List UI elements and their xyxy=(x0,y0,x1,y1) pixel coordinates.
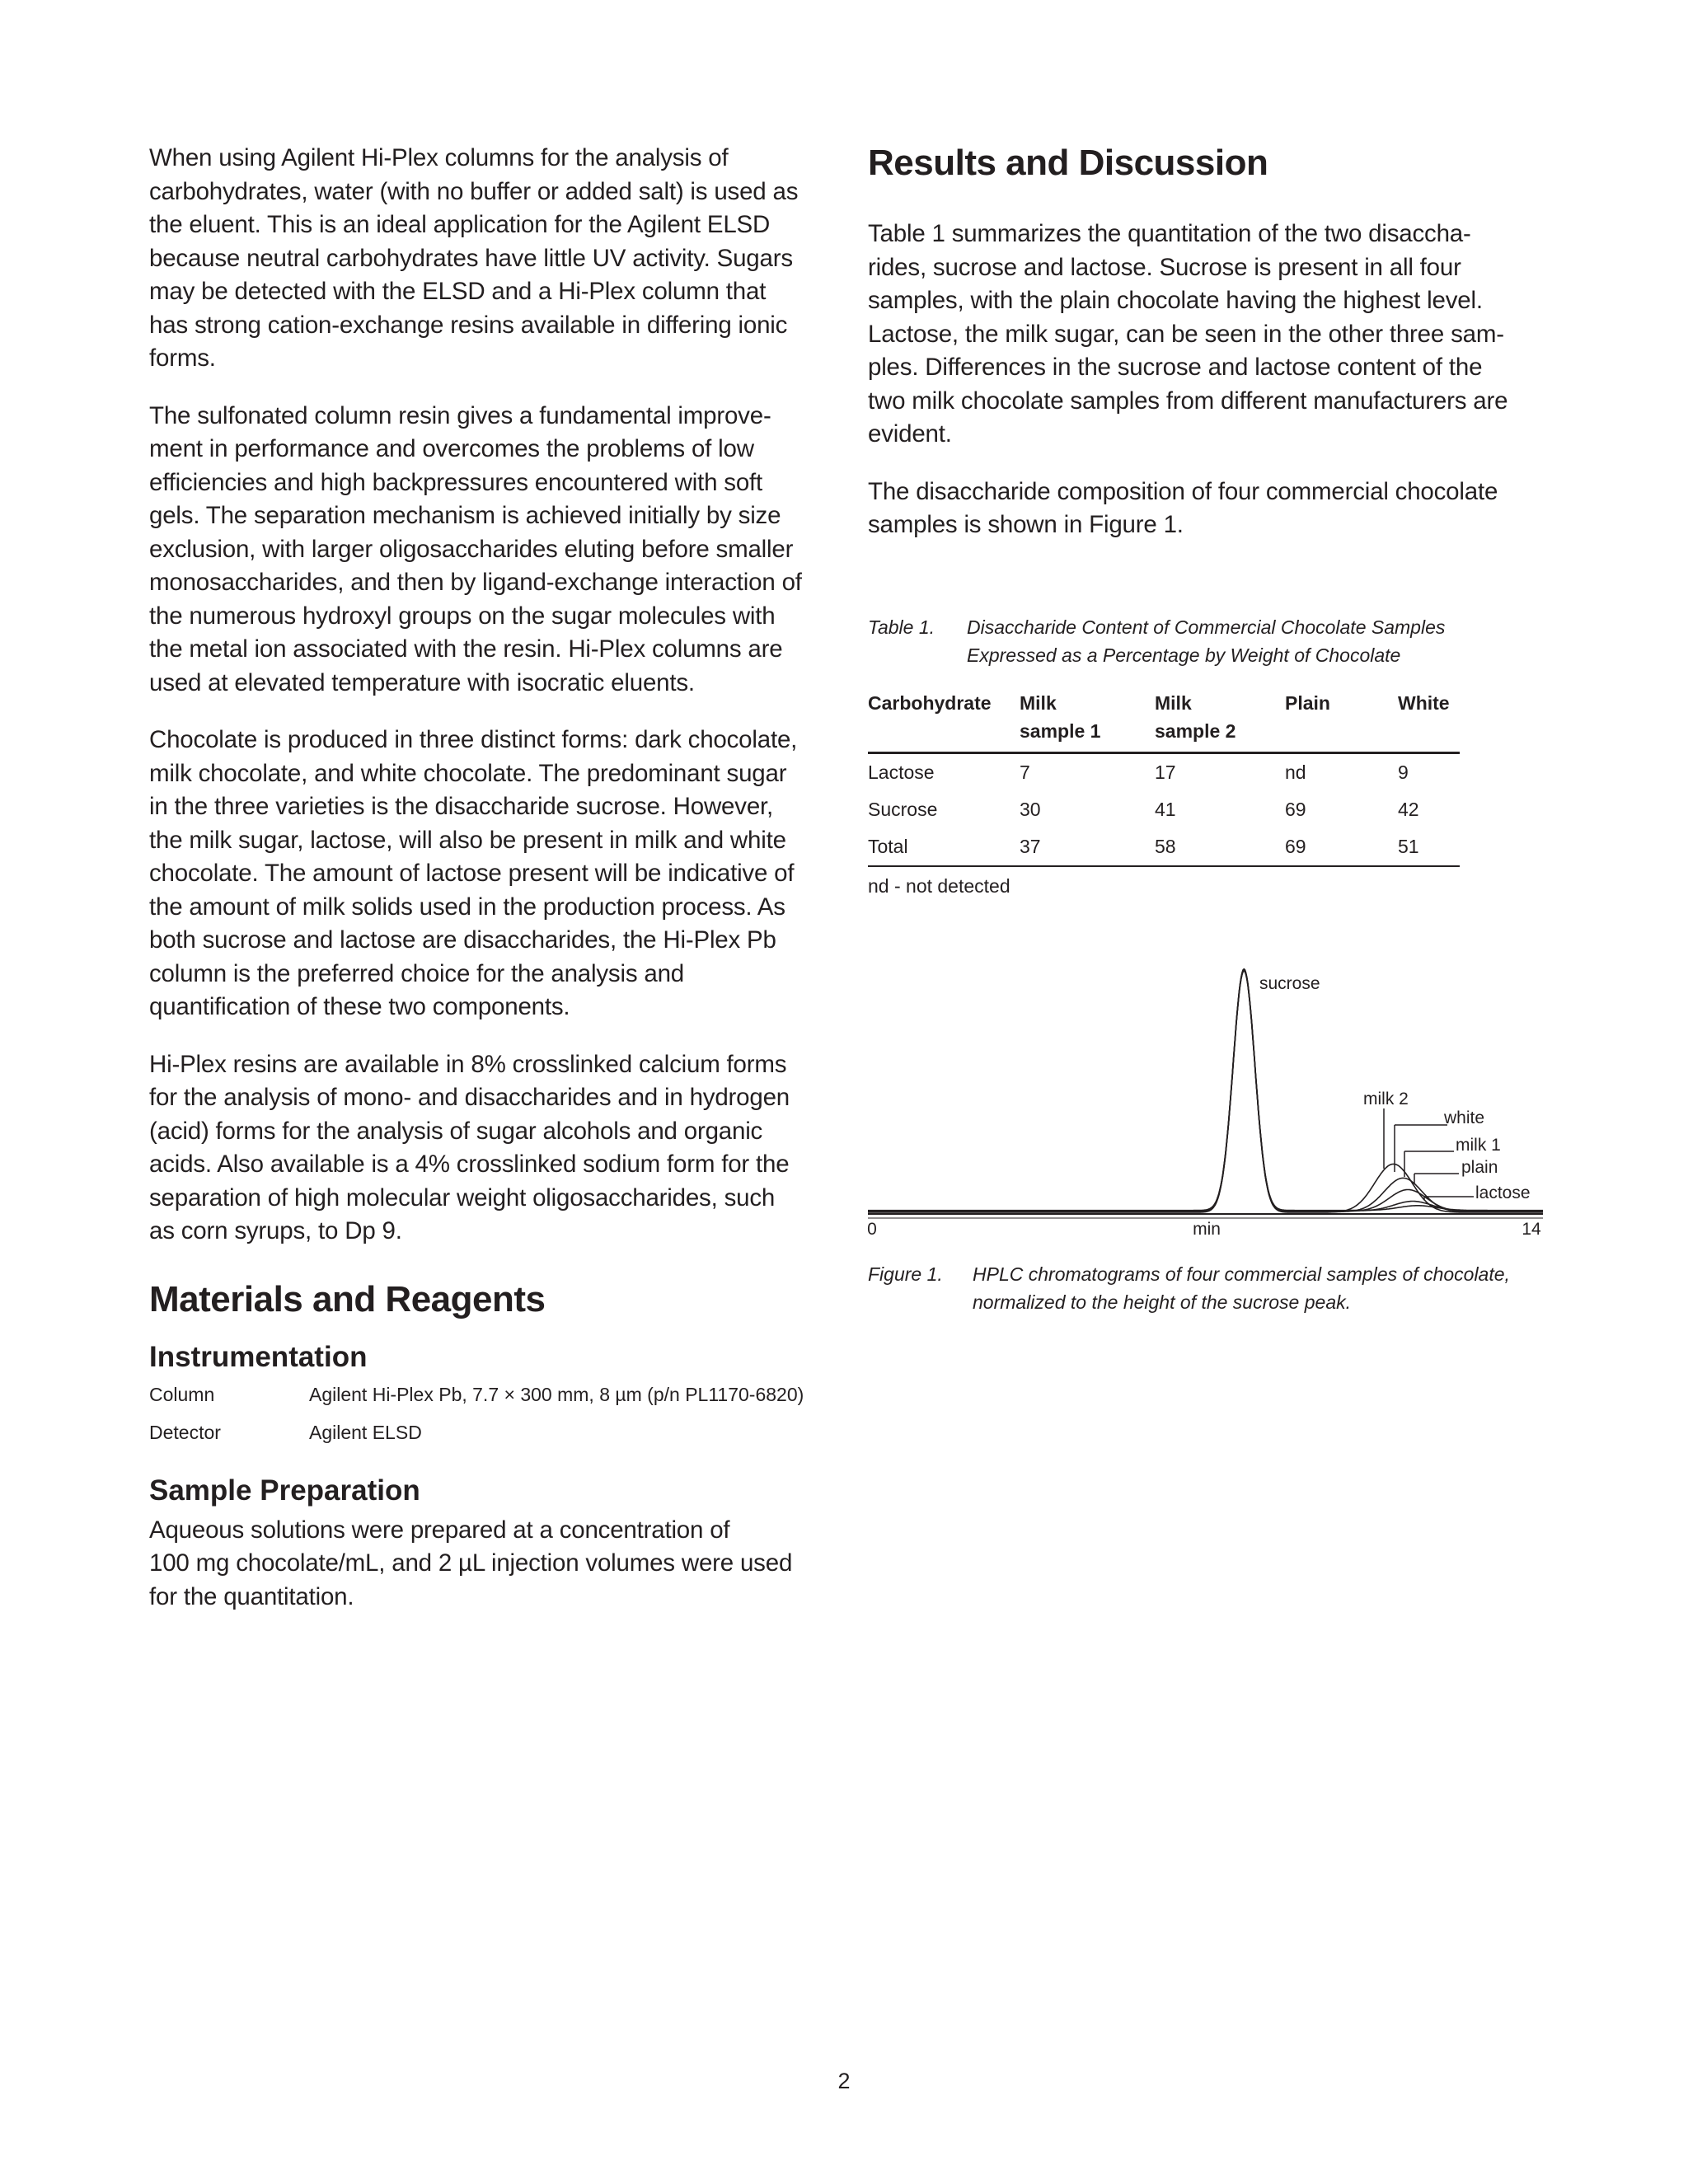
figure-caption xyxy=(868,1260,1552,1316)
table-header-cell: Milk sample 1 xyxy=(1020,691,1101,742)
peak-label-milk1: milk 1 xyxy=(1456,1136,1501,1155)
x-axis-label: min xyxy=(1193,1220,1221,1239)
composition-paragraph: The disaccharide composition of four commercial chocolate samples is shown in Figure 1. xyxy=(868,477,1498,538)
figure-caption-line: HPLC chromatograms of four commercial samples of chocolate, xyxy=(973,1263,1510,1285)
table-header-cell: Carbohydrate xyxy=(868,691,992,714)
intro-paragraph: When using Agilent Hi-Plex columns for the analysis of carbohydrates, water (with no buffer or added salt) is used as the eluent. This is an ideal application for the Agilent ELSD because neutral carbohydrates have little UV activity. Sugars may be detected with the ELSD and a Hi-Plex column that has strong cation-exchange resins available in differing ionic forms. xyxy=(149,144,799,372)
results-heading: Results and Discussion xyxy=(868,143,1268,183)
page-number: 2 xyxy=(837,2069,851,2093)
trace-white xyxy=(868,970,1543,1212)
leader-white xyxy=(1395,1125,1447,1172)
results-paragraph: Table 1 summarizes the quantitation of the two disaccha- rides, sucrose and lactose. Sucrose is present in all four samples, with the plain chocolate having the highest level. Lactose, the milk sugar, can be seen in the other three sam- ples. Differences in the sucrose and lactose content of the two milk chocolate samples from different manufacturers are evident. xyxy=(868,220,1508,448)
table-row: Total 37 58 69 51 xyxy=(868,828,1460,866)
table-header-cell: White xyxy=(1398,691,1450,714)
chocolate-paragraph: Chocolate is produced in three distinct forms: dark chocolate, milk chocolate, and white chocolate. The predominant sugar in the three varieties is the disaccharide sucrose. However, the milk sugar, lactose, will also be present in milk and white chocolate. The amount of lactose present will be indicative of the amount of milk solids used in the production process. As both sucrose and lactose are disaccharides, the Hi-Plex Pb column is the preferred choice for the analysis and quantification of these two components. xyxy=(149,726,798,1020)
peak-label-lactose: lactose xyxy=(1475,1183,1531,1202)
detector-spec-row xyxy=(149,1413,823,1451)
table-header-row xyxy=(868,689,1460,753)
table-caption-line: Expressed as a Percentage by Weight of Chocolate xyxy=(967,644,1401,666)
table-header-cell: Plain xyxy=(1285,691,1330,714)
materials-heading: Materials and Reagents xyxy=(149,1278,546,1319)
trace-plain xyxy=(868,969,1543,1211)
table-caption-line: Disaccharide Content of Commercial Chocolate Samples xyxy=(967,616,1446,638)
x-tick-label: 14 xyxy=(1522,1220,1541,1239)
table-header-cell: Milk sample 2 xyxy=(1155,691,1236,742)
peak-label-sucrose: sucrose xyxy=(1259,974,1320,993)
figure-label: Figure 1. xyxy=(868,1263,943,1285)
instrumentation-heading: Instrumentation xyxy=(149,1340,368,1373)
right-column xyxy=(868,142,1548,898)
resin-paragraph: The sulfonated column resin gives a fundamental improve- ment in performance and overcomes the problems of low efficiencies and high backpressures encountered with soft gels. The separation mechanism is achieved initially by size exclusion, with larger oligosaccharides eluting before smaller monosaccharides, and then by ligand-exchange interaction of the numerous hydroxyl groups on the sugar molecules with the metal ion associated with the resin. Hi-Plex columns are used at elevated temperature with isocratic eluents. xyxy=(149,401,802,696)
peak-label-plain: plain xyxy=(1461,1158,1498,1177)
sample-prep-paragraph: Aqueous solutions were prepared at a concentration of 100 mg chocolate/mL, and 2 µL injection volumes were used for the quantitation. xyxy=(149,1516,793,1610)
x-tick-label: 0 xyxy=(867,1220,877,1239)
table-row: Sucrose 30 41 69 42 xyxy=(868,798,1419,820)
trace-milk-1 xyxy=(868,970,1543,1212)
table-row: Lactose 7 17 nd 9 xyxy=(868,761,1409,783)
detector-value: Agilent ELSD xyxy=(309,1421,422,1443)
table-note: nd - not detected xyxy=(868,874,1010,897)
chromatogram-chart xyxy=(857,956,1558,1244)
peak-label-white: white xyxy=(1444,1108,1485,1127)
detector-key: Detector xyxy=(149,1421,221,1443)
figure-caption-line: normalized to the height of the sucrose peak. xyxy=(973,1291,1352,1313)
column-spec-row xyxy=(149,1376,823,1413)
disaccharide-table xyxy=(868,689,1460,867)
table-label: Table 1. xyxy=(868,616,935,638)
leader-lactose xyxy=(1424,1197,1474,1200)
peak-label-milk2: milk 2 xyxy=(1363,1090,1409,1108)
column-value: Agilent Hi-Plex Pb, 7.7 × 300 mm, 8 µm (p/n PL1170-6820) xyxy=(309,1383,804,1405)
column-key: Column xyxy=(149,1383,215,1405)
leader-plain xyxy=(1414,1174,1459,1183)
trace-milk-2 xyxy=(868,971,1543,1212)
hiplex-resins-paragraph: Hi-Plex resins are available in 8% crosslinked calcium forms for the analysis of mono- and disaccharides and in hydrogen (acid) forms for the analysis of sugar alcohols and organic acids. Also available is a 4% crosslinked sodium form for the separation of high molecular weight oligosaccharides, such as corn syrups, to Dp 9. xyxy=(149,1050,790,1244)
left-column xyxy=(149,142,823,1638)
table-caption xyxy=(868,613,1548,669)
sample-prep-heading: Sample Preparation xyxy=(149,1474,420,1507)
